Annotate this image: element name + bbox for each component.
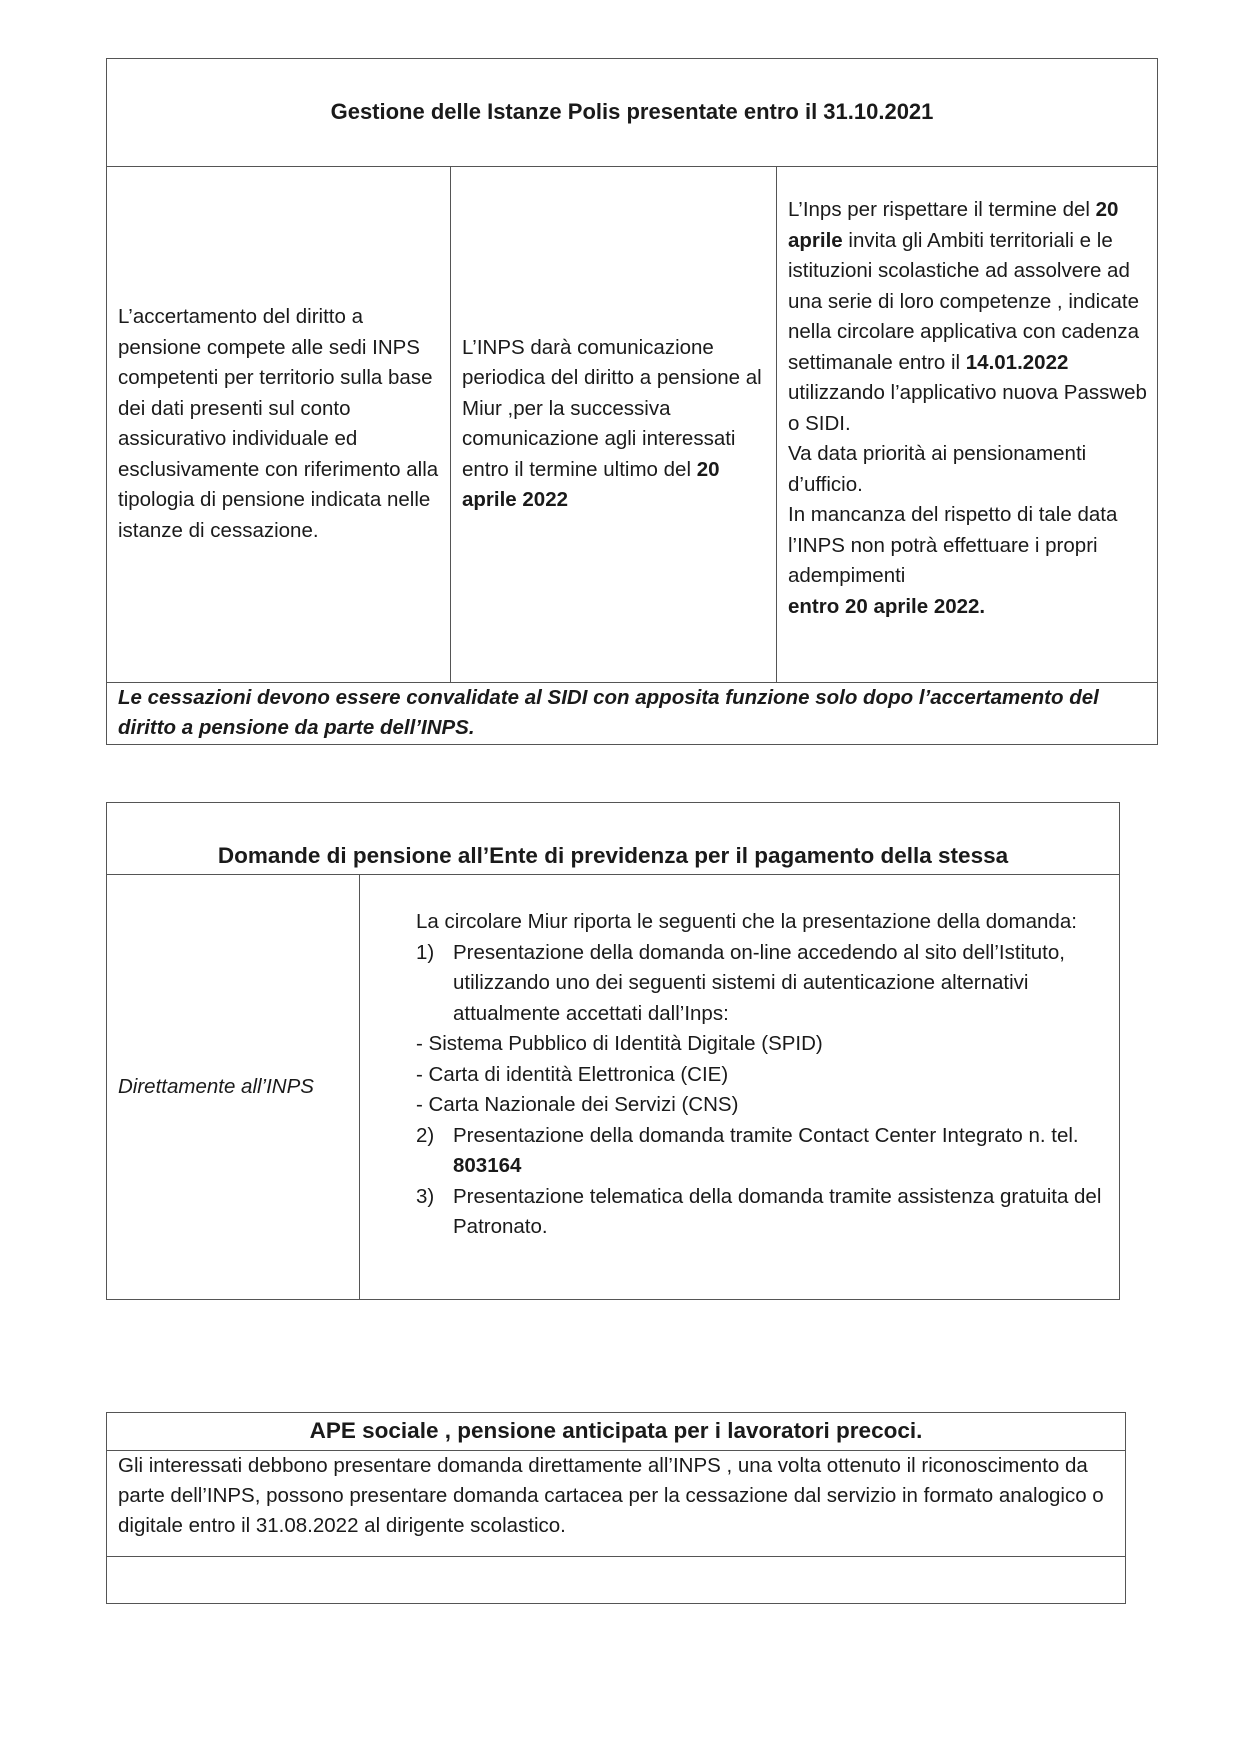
domande-intro: La circolare Miur riporta le seguenti che la presentazione della domanda: xyxy=(416,910,1077,933)
ape-table-empty-row xyxy=(107,1557,1125,1603)
comunicazione-deadline: 20 aprile 2022 xyxy=(462,457,720,511)
polis-cell-adempimenti xyxy=(777,166,1157,682)
polis-cell-comunicazione xyxy=(451,166,777,682)
domande-left-cell: Direttamente all’INPS xyxy=(107,875,360,1299)
ape-table-title: APE sociale , pensione anticipata per i lavoratori precoci. xyxy=(107,1413,1125,1451)
polis-table-title: Gestione delle Istanze Polis presentate entro il 31.10.2021 xyxy=(107,59,1157,167)
adempimenti-part1: L’Inps per rispettare il termine del xyxy=(788,198,1096,221)
domande-table xyxy=(106,802,1120,1300)
domande-item-1-number: 1) xyxy=(416,940,435,964)
domande-item-2 xyxy=(416,1121,1119,1182)
polis-table-row xyxy=(107,166,1157,683)
ape-table xyxy=(106,1412,1126,1604)
adempimenti-date1: 20 aprile xyxy=(788,198,1119,252)
domande-item-3 xyxy=(416,1182,1119,1243)
domande-item-2-text: Presentazione della domanda tramite Contact Center Integrato n. tel. xyxy=(453,1123,1079,1147)
domande-item-1 xyxy=(416,938,1119,1030)
adempimenti-date2: 14.01.2022 xyxy=(965,350,1069,374)
polis-table xyxy=(106,58,1158,745)
adempimenti-deadline xyxy=(788,592,1149,623)
domande-right-cell xyxy=(360,875,1119,1299)
domande-item-3-number: 3) xyxy=(416,1184,435,1208)
domande-item-1-text: Presentazione della domanda on-line accedendo al sito dell’Istituto, utilizzando uno dei seguenti sistemi di autenticazione alternativi attualmente accettati dall’Inps: xyxy=(453,940,1065,1025)
ape-table-body xyxy=(107,1451,1125,1557)
ape-table-text: Gli interessati debbono presentare domanda direttamente all’INPS , una volta ottenuto il riconoscimento da parte dell’INPS, possono presentare domanda cartacea per la cessazione dal servizio in formato analogico o digitale entro il 31.08.2022 al dirigente scolastico. xyxy=(118,1454,1104,1537)
polis-cell-accertamento xyxy=(107,166,451,682)
adempimenti-warning: In mancanza del rispetto di tale data l’INPS non potrà effettuare i propri adempimenti xyxy=(788,503,1118,587)
domande-item-2-phone: 803164 xyxy=(453,1154,522,1177)
domande-dash-cns: - Carta Nazionale dei Servizi (CNS) xyxy=(416,1093,739,1116)
polis-cell-accertamento-text: L’accertamento del diritto a pensione compete alle sedi INPS competenti per territorio sulla base dei dati presenti sul conto assicurativo individuale ed esclusivamente con riferimento alla tipologia di pensione indicata nelle istanze di cessazione. xyxy=(118,305,439,542)
adempimenti-part3: utilizzando l’applicativo nuova Passweb o SIDI. xyxy=(788,381,1147,435)
adempimenti-priority: Va data priorità ai pensionamenti d’ufficio. xyxy=(788,442,1087,496)
domande-item-3-text: Presentazione telematica della domanda tramite assistenza gratuita del Patronato. xyxy=(453,1184,1102,1238)
comunicazione-text: L’INPS darà comunicazione periodica del diritto a pensione al Miur ,per la successiva comunicazione agli interessati entro il termine ultimo del xyxy=(462,335,762,481)
adempimenti-paragraph xyxy=(788,195,1149,439)
adempimenti-deadline-bold: entro 20 aprile 2022. xyxy=(788,594,986,618)
domande-item-2-number: 2) xyxy=(416,1123,435,1147)
polis-cell-comunicazione-text xyxy=(462,333,766,516)
polis-cell-adempimenti-text xyxy=(788,195,1149,622)
polis-table-note: Le cessazioni devono essere convalidate al SIDI con apposita funzione solo dopo l’accertamento del diritto a pensione da parte dell’INPS. xyxy=(118,686,1099,739)
domande-table-title: Domande di pensione all’Ente di previdenza per il pagamento della stessa xyxy=(107,803,1119,875)
domande-dash-spid: - Sistema Pubblico di Identità Digitale (SPID) xyxy=(416,1032,823,1055)
adempimenti-part2: invita gli Ambiti territoriali e le istituzioni scolastiche ad assolvere ad una serie di loro competenze , indicate nella circolare applicativa con cadenza settimanale entro il xyxy=(788,228,1139,374)
domande-dash-cie: - Carta di identità Elettronica (CIE) xyxy=(416,1062,729,1086)
